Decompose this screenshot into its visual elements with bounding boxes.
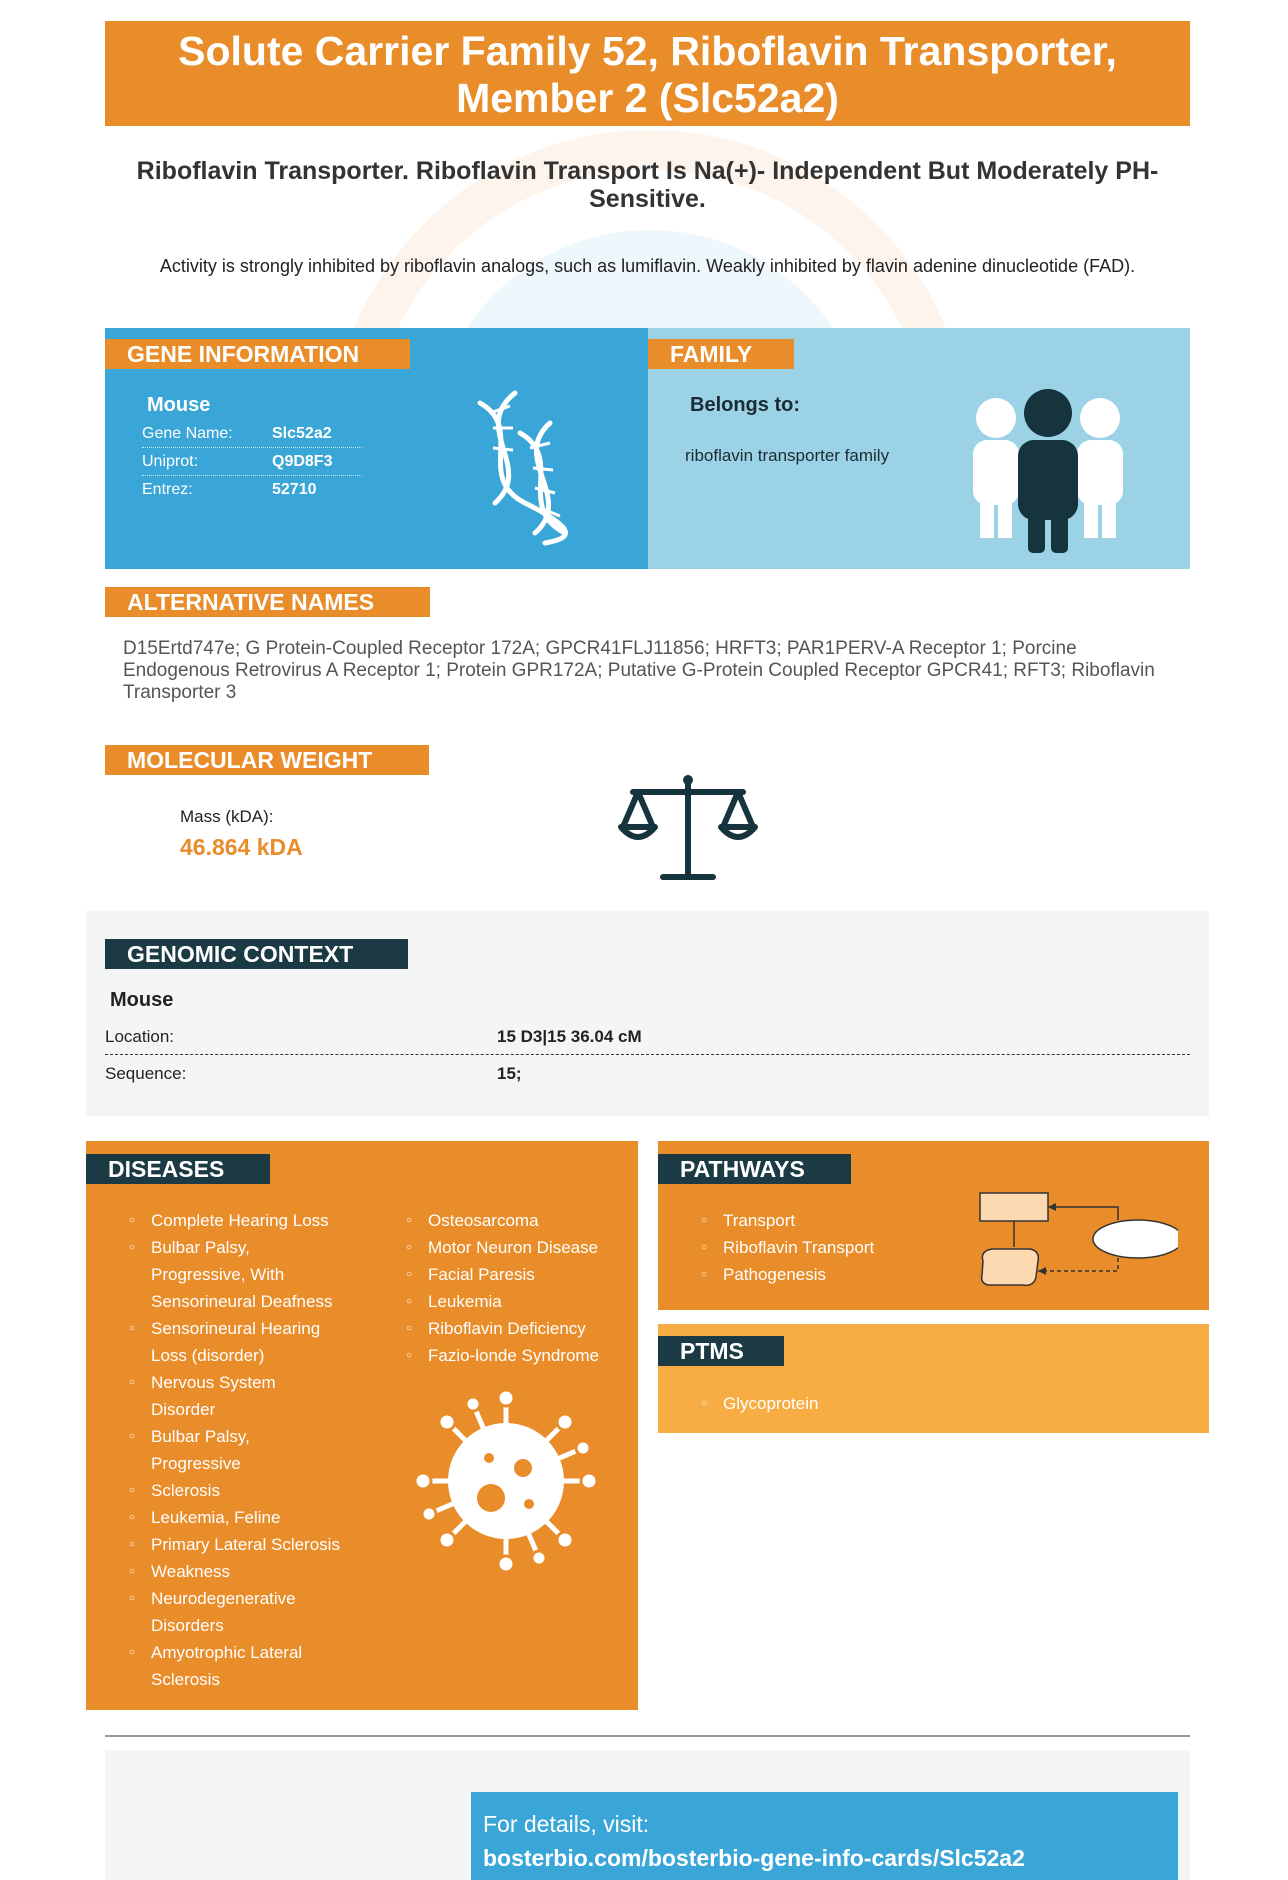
genomic-context-heading: GENOMIC CONTEXT xyxy=(105,939,408,969)
list-item: ○ Leukemia, Feline xyxy=(129,1504,379,1531)
flowchart-icon xyxy=(978,1189,1178,1299)
pathways-list xyxy=(701,1207,951,1288)
list-item: ○ Riboflavin Transport xyxy=(701,1234,951,1261)
ptms-list xyxy=(701,1390,951,1417)
ptms-panel xyxy=(658,1324,1209,1433)
family-heading: FAMILY xyxy=(648,339,794,369)
pathways-heading: PATHWAYS xyxy=(658,1154,851,1184)
list-item: ○ Amyotrophic Lateral xyxy=(129,1639,379,1666)
family-belongs-label: Belongs to: xyxy=(690,394,800,416)
footer-details-link[interactable]: bosterbio.com/bosterbio-gene-info-cards/Slc52a2 xyxy=(483,1845,1025,1871)
gene-info-value: Q9D8F3 xyxy=(272,452,333,470)
gene-info-key: Gene Name: xyxy=(142,424,233,442)
page-title: Solute Carrier Family 52, Riboflavin Transporter, Member 2 (Slc52a2) xyxy=(105,21,1190,126)
list-item: Disorders xyxy=(151,1616,224,1635)
molecular-weight-heading: MOLECULAR WEIGHT xyxy=(105,745,429,775)
list-item: ○ Sensorineural Hearing xyxy=(129,1315,379,1342)
gene-info-row xyxy=(142,420,362,448)
footer-divider xyxy=(105,1735,1190,1737)
genomic-row-sequence xyxy=(105,1056,1190,1091)
gene-species: Mouse xyxy=(147,394,211,416)
list-item: ○ Primary Lateral Sclerosis xyxy=(129,1531,379,1558)
alternative-names-text: D15Ertd747e; G Protein-Coupled Receptor 172A; GPCR41FLJ11856; HRFT3; PAR1PERV-A Receptor 1; Porcine Endogenous Retrovirus A Receptor 1; Protein GPR172A; Putative G-Protein Coupled Receptor GPCR41; RFT3; Riboflavin Transporter 3 xyxy=(123,638,1155,703)
gene-information-panel xyxy=(105,328,648,569)
gene-info-row xyxy=(142,476,362,504)
list-item: ○ Riboflavin Deficiency xyxy=(406,1315,636,1342)
list-item: ○ Glycoprotein xyxy=(701,1390,951,1417)
diseases-panel xyxy=(86,1141,638,1710)
family-panel xyxy=(648,328,1190,569)
virus-icon xyxy=(411,1386,601,1576)
list-item: ○ Weakness xyxy=(129,1558,379,1585)
list-item: ○ Osteosarcoma xyxy=(406,1207,636,1234)
alternative-names-heading: ALTERNATIVE NAMES xyxy=(105,587,430,617)
footer-details-box xyxy=(471,1792,1178,1880)
list-item: Sclerosis xyxy=(151,1670,220,1689)
gene-info-key: Entrez: xyxy=(142,481,193,498)
list-item: ○ Pathogenesis xyxy=(701,1261,951,1288)
family-name: riboflavin transporter family xyxy=(685,446,890,465)
list-item: ○ Fazio-londe Syndrome xyxy=(406,1342,636,1369)
mass-value: 46.864 kDA xyxy=(180,834,303,860)
scale-icon xyxy=(618,772,758,887)
genomic-key: Sequence: xyxy=(105,1063,187,1083)
mass-label: Mass (kDA): xyxy=(180,807,274,826)
diseases-list-col1 xyxy=(129,1207,379,1693)
list-item: ○ Transport xyxy=(701,1207,951,1234)
ptms-heading: PTMS xyxy=(658,1336,784,1366)
page-subtitle: Riboflavin Transporter. Riboflavin Transport Is Na(+)- Independent But Moderately PH-Sensitive. xyxy=(136,157,1159,213)
list-item: ○ Complete Hearing Loss xyxy=(129,1207,379,1234)
function-description: Activity is strongly inhibited by riboflavin analogs, such as lumiflavin. Weakly inhibited by flavin adenine dinucleotide (FAD). xyxy=(159,256,1136,276)
dna-icon xyxy=(465,388,615,548)
diseases-list-col2 xyxy=(406,1207,636,1369)
genomic-key: Location: xyxy=(105,1027,174,1046)
list-item: ○ Sclerosis xyxy=(129,1477,379,1504)
list-item: ○ Neurodegenerative xyxy=(129,1585,379,1612)
pathways-panel xyxy=(658,1141,1209,1310)
list-item: Sensorineural Deafness xyxy=(151,1292,333,1311)
list-item: Loss (disorder) xyxy=(151,1346,265,1365)
genomic-row-location xyxy=(105,1020,1190,1055)
footer-visit-label: For details, visit: xyxy=(483,1811,650,1837)
gene-info-table xyxy=(142,420,362,504)
list-item: ○ Facial Paresis xyxy=(406,1261,636,1288)
genomic-value: 15; xyxy=(497,1063,522,1083)
list-item: Progressive, With xyxy=(151,1265,285,1284)
list-item: ○ Leukemia xyxy=(406,1288,636,1315)
diseases-heading: DISEASES xyxy=(86,1154,270,1184)
people-group-icon xyxy=(968,388,1128,553)
gene-information-heading: GENE INFORMATION xyxy=(105,339,410,369)
list-item: ○ Nervous System xyxy=(129,1369,379,1396)
list-item: ○ Motor Neuron Disease xyxy=(406,1234,636,1261)
genomic-value: 15 D3|15 36.04 cM xyxy=(497,1027,642,1046)
gene-info-key: Uniprot: xyxy=(142,452,199,470)
gene-info-value: 52710 xyxy=(272,481,317,498)
gene-info-value: Slc52a2 xyxy=(272,424,332,442)
genomic-species: Mouse xyxy=(110,989,174,1011)
list-item: ○ Bulbar Palsy, xyxy=(129,1423,379,1450)
list-item: ○ Bulbar Palsy, xyxy=(129,1234,379,1261)
genomic-context-panel xyxy=(86,911,1209,1116)
list-item: Disorder xyxy=(151,1400,216,1419)
list-item: Progressive xyxy=(151,1454,241,1473)
gene-info-row xyxy=(142,448,362,476)
